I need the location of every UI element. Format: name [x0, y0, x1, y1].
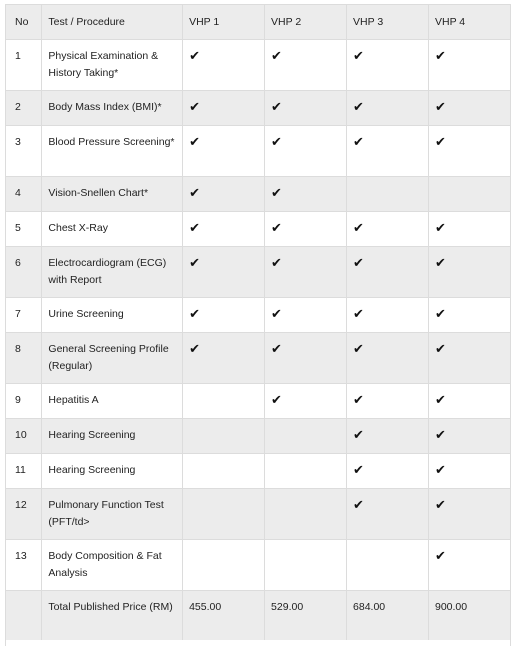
table-header-row — [6, 5, 511, 40]
row-test-name: Chest X-Ray — [42, 212, 183, 247]
vhp-4-cell — [428, 454, 510, 489]
table-row — [6, 91, 511, 126]
vhp-3-cell — [347, 177, 429, 212]
vhp-1-cell — [183, 126, 265, 177]
row-number: 8 — [6, 333, 42, 384]
vhp-4-cell — [428, 540, 510, 591]
vhp-3-cell — [347, 419, 429, 454]
check-icon: ✔ — [189, 342, 200, 357]
check-icon: ✔ — [271, 49, 282, 64]
table-row — [6, 454, 511, 489]
check-icon: ✔ — [434, 256, 446, 271]
vhp-3-cell — [347, 454, 429, 489]
vhp-4-cell — [428, 298, 510, 333]
check-icon: ✔ — [353, 221, 364, 236]
row-number: 13 — [6, 540, 42, 591]
vhp-1-cell — [183, 298, 265, 333]
row-test-name: Body Composition & Fat Analysis — [42, 540, 183, 591]
vhp-2-cell — [265, 540, 347, 591]
vhp-3-cell — [347, 247, 429, 298]
vhp-2-cell — [265, 489, 347, 540]
vhp-3-cell — [347, 40, 429, 91]
vhp-2-cell — [265, 247, 347, 298]
vhp-1-cell — [183, 419, 265, 454]
check-icon: ✔ — [271, 135, 282, 150]
check-icon: ✔ — [271, 221, 282, 236]
table-body — [6, 40, 511, 642]
table-row — [6, 177, 511, 212]
row-test-name: Blood Pressure Screening* — [42, 126, 183, 177]
check-icon: ✔ — [353, 428, 364, 443]
check-icon: ✔ — [271, 342, 282, 357]
vhp-1-cell — [183, 91, 265, 126]
row-test-name: Urine Screening — [42, 298, 183, 333]
check-icon: ✔ — [271, 186, 282, 201]
check-icon: ✔ — [271, 256, 282, 271]
vhp-2-cell — [265, 384, 347, 419]
table-row — [6, 419, 511, 454]
row-number: 5 — [6, 212, 42, 247]
check-icon: ✔ — [353, 342, 364, 357]
vhp-1-cell — [183, 454, 265, 489]
check-icon: ✔ — [353, 463, 364, 478]
row-test-name: Pulmonary Function Test (PFT/td> — [42, 489, 183, 540]
vhp-4-cell — [428, 333, 510, 384]
check-icon: ✔ — [353, 393, 364, 408]
check-icon: ✔ — [189, 49, 200, 64]
vhp-4-cell — [428, 91, 510, 126]
check-icon: ✔ — [353, 498, 364, 513]
header-no: No — [6, 5, 42, 40]
vhp-4-cell — [428, 177, 510, 212]
check-icon: ✔ — [271, 393, 282, 408]
header-vhp-3: VHP 3 — [347, 5, 429, 40]
total-row-number — [6, 591, 42, 642]
table-row — [6, 212, 511, 247]
check-icon: ✔ — [353, 256, 364, 271]
check-icon: ✔ — [189, 221, 200, 236]
vhp-2-cell — [265, 212, 347, 247]
vhp-1-cell — [183, 540, 265, 591]
row-test-name: General Screening Profile (Regular) — [42, 333, 183, 384]
table-row — [6, 489, 511, 540]
table-row — [6, 384, 511, 419]
check-icon: ✔ — [434, 428, 446, 443]
check-icon: ✔ — [434, 549, 446, 564]
vhp-3-cell — [347, 489, 429, 540]
row-number: 7 — [6, 298, 42, 333]
vhp-2-cell — [265, 454, 347, 489]
check-icon: ✔ — [353, 135, 364, 150]
vhp-2-cell — [265, 298, 347, 333]
total-price-vhp-3: 684.00 — [347, 591, 429, 642]
check-icon: ✔ — [189, 186, 200, 201]
row-number: 1 — [6, 40, 42, 91]
table-bottom-edge — [5, 640, 511, 646]
health-package-table — [5, 4, 511, 642]
row-number: 3 — [6, 126, 42, 177]
vhp-2-cell — [265, 333, 347, 384]
row-test-name: Electrocardiogram (ECG) with Report — [42, 247, 183, 298]
total-price-vhp-2: 529.00 — [265, 591, 347, 642]
check-icon: ✔ — [434, 463, 446, 478]
total-price-vhp-4: 900.00 — [428, 591, 510, 642]
vhp-2-cell — [265, 91, 347, 126]
check-icon: ✔ — [189, 307, 200, 322]
table-row — [6, 333, 511, 384]
vhp-4-cell — [428, 40, 510, 91]
check-icon: ✔ — [353, 49, 364, 64]
row-test-name: Body Mass Index (BMI)* — [42, 91, 183, 126]
check-icon: ✔ — [353, 100, 364, 115]
total-price-row — [6, 591, 511, 642]
vhp-4-cell — [428, 419, 510, 454]
check-icon: ✔ — [434, 221, 446, 236]
header-vhp-4: VHP 4 — [428, 5, 510, 40]
vhp-4-cell — [428, 212, 510, 247]
vhp-1-cell — [183, 177, 265, 212]
vhp-3-cell — [347, 91, 429, 126]
header-vhp-1: VHP 1 — [183, 5, 265, 40]
check-icon: ✔ — [434, 393, 446, 408]
vhp-4-cell — [428, 384, 510, 419]
vhp-3-cell — [347, 333, 429, 384]
row-number: 6 — [6, 247, 42, 298]
check-icon: ✔ — [434, 100, 446, 115]
check-icon: ✔ — [271, 307, 282, 322]
row-number: 2 — [6, 91, 42, 126]
check-icon: ✔ — [434, 307, 446, 322]
vhp-3-cell — [347, 298, 429, 333]
vhp-3-cell — [347, 384, 429, 419]
vhp-2-cell — [265, 419, 347, 454]
row-test-name: Hepatitis A — [42, 384, 183, 419]
vhp-3-cell — [347, 212, 429, 247]
check-icon: ✔ — [434, 498, 446, 513]
vhp-1-cell — [183, 247, 265, 298]
vhp-1-cell — [183, 40, 265, 91]
row-test-name: Hearing Screening — [42, 454, 183, 489]
vhp-2-cell — [265, 40, 347, 91]
header-test-procedure: Test / Procedure — [42, 5, 183, 40]
table-row — [6, 40, 511, 91]
row-number: 4 — [6, 177, 42, 212]
vhp-4-cell — [428, 247, 510, 298]
table-row — [6, 126, 511, 177]
check-icon: ✔ — [434, 49, 446, 64]
vhp-1-cell — [183, 333, 265, 384]
row-test-name: Hearing Screening — [42, 419, 183, 454]
table-row — [6, 247, 511, 298]
header-vhp-2: VHP 2 — [265, 5, 347, 40]
row-number: 9 — [6, 384, 42, 419]
vhp-2-cell — [265, 177, 347, 212]
vhp-3-cell — [347, 540, 429, 591]
row-test-name: Physical Examination & History Taking* — [42, 40, 183, 91]
table-row — [6, 298, 511, 333]
row-number: 12 — [6, 489, 42, 540]
check-icon: ✔ — [353, 307, 364, 322]
check-icon: ✔ — [189, 100, 200, 115]
vhp-1-cell — [183, 384, 265, 419]
total-price-vhp-1: 455.00 — [183, 591, 265, 642]
check-icon: ✔ — [434, 135, 446, 150]
check-icon: ✔ — [434, 342, 446, 357]
table-row — [6, 540, 511, 591]
vhp-2-cell — [265, 126, 347, 177]
row-test-name: Vision-Snellen Chart* — [42, 177, 183, 212]
check-icon: ✔ — [189, 256, 200, 271]
total-price-label: Total Published Price (RM) — [42, 591, 183, 642]
vhp-1-cell — [183, 489, 265, 540]
check-icon: ✔ — [189, 135, 200, 150]
check-icon: ✔ — [271, 100, 282, 115]
vhp-4-cell — [428, 489, 510, 540]
row-number: 11 — [6, 454, 42, 489]
row-number: 10 — [6, 419, 42, 454]
vhp-4-cell — [428, 126, 510, 177]
vhp-1-cell — [183, 212, 265, 247]
vhp-3-cell — [347, 126, 429, 177]
